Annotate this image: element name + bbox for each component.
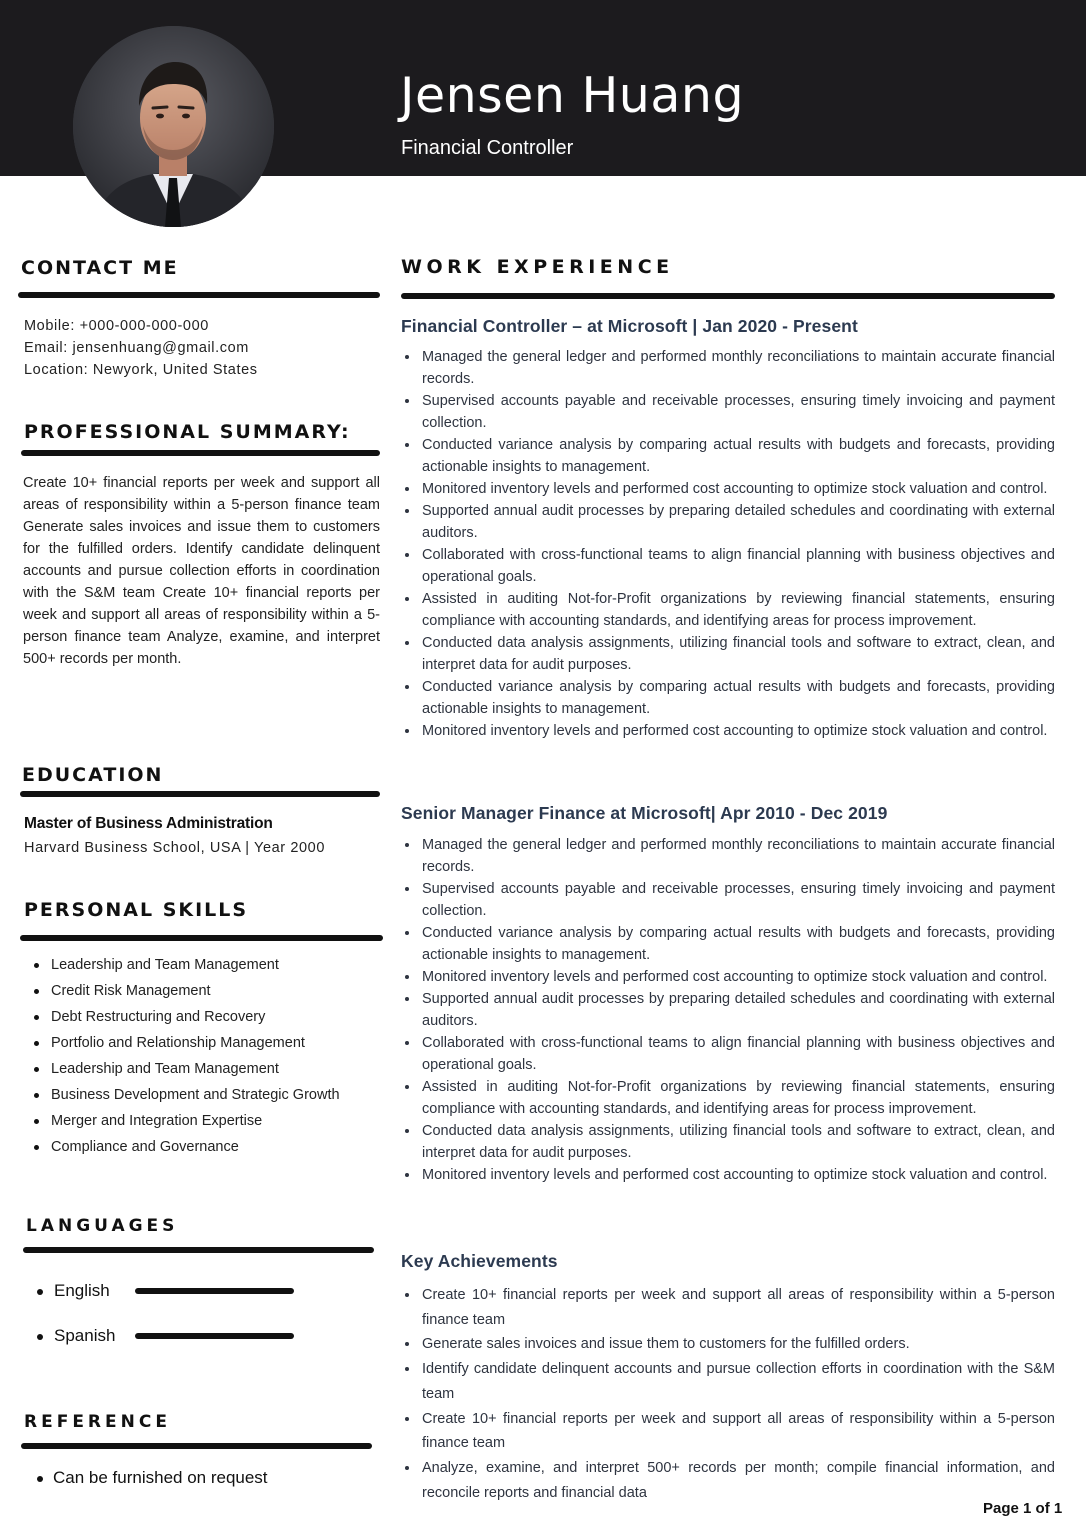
list-item: Merger and Integration Expertise [34, 1108, 340, 1134]
list-item: Create 10+ financial reports per week and support all areas of responsibility within a 5-person finance team [403, 1283, 1055, 1332]
achievements-heading: Key Achievements [401, 1251, 558, 1271]
bullet-icon [37, 1334, 43, 1340]
list-item: Identify candidate delinquent accounts and pursue collection efforts in coordination with the S&M team [403, 1357, 1055, 1406]
list-item: Portfolio and Relationship Management [34, 1030, 340, 1056]
job-bullets-1 [403, 346, 1055, 742]
language-name: English [54, 1281, 110, 1300]
contact-email: Email: jensenhuang@gmail.com [24, 340, 249, 356]
list-item: Conducted data analysis assignments, utilizing financial tools and software to extract, clean, and interpret data for audit purposes. [403, 1120, 1055, 1164]
summary-text: Create 10+ financial reports per week and support all areas of responsibility within a 5-person finance team Generate sales invoices and issue them to customers for the fulfilled orders. Identify candidate delinquent accounts and pursue collection efforts in coordination with the S&M team Create 10+ financial reports per week and support all areas of responsibility within a 5-person finance team Analyze, examine, and interpret 500+ records per month. [23, 475, 380, 667]
list-item: Monitored inventory levels and performed cost accounting to optimize stock valuation and control. [403, 1164, 1055, 1186]
list-item: Managed the general ledger and performed monthly reconciliations to maintain accurate financial records. [403, 834, 1055, 878]
page-number: Page 1 of 1 [983, 1500, 1063, 1517]
reference-divider [21, 1443, 372, 1449]
reference-text: Can be furnished on request [53, 1468, 268, 1487]
education-degree: Master of Business Administration [24, 815, 273, 832]
achievements-list [403, 1283, 1055, 1505]
list-item: Collaborated with cross-functional teams to align financial planning with business objectives and operational goals. [403, 1032, 1055, 1076]
skills-divider [20, 935, 383, 941]
education-divider [20, 791, 380, 797]
language-level-bar [135, 1288, 294, 1294]
list-item: Supported annual audit processes by preparing detailed schedules and coordinating with external auditors. [403, 500, 1055, 544]
list-item: Supervised accounts payable and receivable processes, ensuring timely invoicing and payment collection. [403, 878, 1055, 922]
work-heading: WORK EXPERIENCE [401, 256, 674, 278]
list-item: Compliance and Governance [34, 1134, 340, 1160]
contact-mobile: Mobile: +000-000-000-000 [24, 318, 209, 334]
list-item: Collaborated with cross-functional teams to align financial planning with business objectives and operational goals. [403, 544, 1055, 588]
portrait-photo [73, 26, 274, 227]
list-item: Credit Risk Management [34, 978, 340, 1004]
list-item: Leadership and Team Management [34, 952, 340, 978]
list-item: Managed the general ledger and performed monthly reconciliations to maintain accurate financial records. [403, 346, 1055, 390]
language-level-bar [135, 1333, 294, 1339]
job-heading-1: Financial Controller – at Microsoft | Jan 2020 - Present [401, 316, 858, 336]
reference-heading: REFERENCE [24, 1412, 171, 1432]
contact-heading: CONTACT ME [21, 257, 179, 279]
list-item: Conducted variance analysis by comparing actual results with budgets and forecasts, providing actionable insights to management. [403, 434, 1055, 478]
bullet-icon [37, 1476, 43, 1482]
list-item: Supported annual audit processes by preparing detailed schedules and coordinating with external auditors. [403, 988, 1055, 1032]
languages-divider [23, 1247, 374, 1253]
language-name: Spanish [54, 1326, 116, 1345]
list-item: Supervised accounts payable and receivable processes, ensuring timely invoicing and payment collection. [403, 390, 1055, 434]
skills-heading: PERSONAL SKILLS [24, 899, 249, 921]
contact-location: Location: Newyork, United States [24, 362, 258, 378]
education-school: Harvard Business School, USA | Year 2000 [24, 840, 326, 856]
list-item: Monitored inventory levels and performed cost accounting to optimize stock valuation and control. [403, 966, 1055, 988]
list-item: Monitored inventory levels and performed cost accounting to optimize stock valuation and control. [403, 720, 1055, 742]
list-item: Assisted in auditing Not-for-Profit organizations by reviewing financial statements, ensuring compliance with accounting standards, and identifying areas for process improvement. [403, 1076, 1055, 1120]
list-item: Analyze, examine, and interpret 500+ records per month; compile financial information, and reconcile reports and financial data [403, 1456, 1055, 1505]
list-item: Conducted variance analysis by comparing actual results with budgets and forecasts, providing actionable insights to management. [403, 922, 1055, 966]
list-item: Conducted data analysis assignments, utilizing financial tools and software to extract, clean, and interpret data for audit purposes. [403, 632, 1055, 676]
skills-list [34, 952, 340, 1160]
list-item: Monitored inventory levels and performed cost accounting to optimize stock valuation and control. [403, 478, 1055, 500]
list-item: Assisted in auditing Not-for-Profit organizations by reviewing financial statements, ensuring compliance with accounting standards, and identifying areas for process improvement. [403, 588, 1055, 632]
list-item: Create 10+ financial reports per week and support all areas of responsibility within a 5-person finance team [403, 1407, 1055, 1456]
summary-divider [21, 450, 380, 456]
list-item: Generate sales invoices and issue them to customers for the fulfilled orders. [403, 1332, 1055, 1357]
list-item: Conducted variance analysis by comparing actual results with budgets and forecasts, providing actionable insights to management. [403, 676, 1055, 720]
education-heading: EDUCATION [22, 764, 164, 786]
summary-heading: PROFESSIONAL SUMMARY: [24, 421, 351, 443]
contact-divider [18, 292, 380, 298]
candidate-name: Jensen Huang [400, 67, 745, 124]
work-divider [401, 293, 1055, 299]
job-title: Financial Controller [401, 137, 574, 159]
list-item: Debt Restructuring and Recovery [34, 1004, 340, 1030]
list-item: Business Development and Strategic Growth [34, 1082, 340, 1108]
languages-heading: LANGUAGES [26, 1216, 179, 1236]
bullet-icon [37, 1289, 43, 1295]
list-item: Leadership and Team Management [34, 1056, 340, 1082]
job-heading-2: Senior Manager Finance at Microsoft| Apr 2010 - Dec 2019 [401, 803, 888, 823]
job-bullets-2 [403, 834, 1055, 1186]
